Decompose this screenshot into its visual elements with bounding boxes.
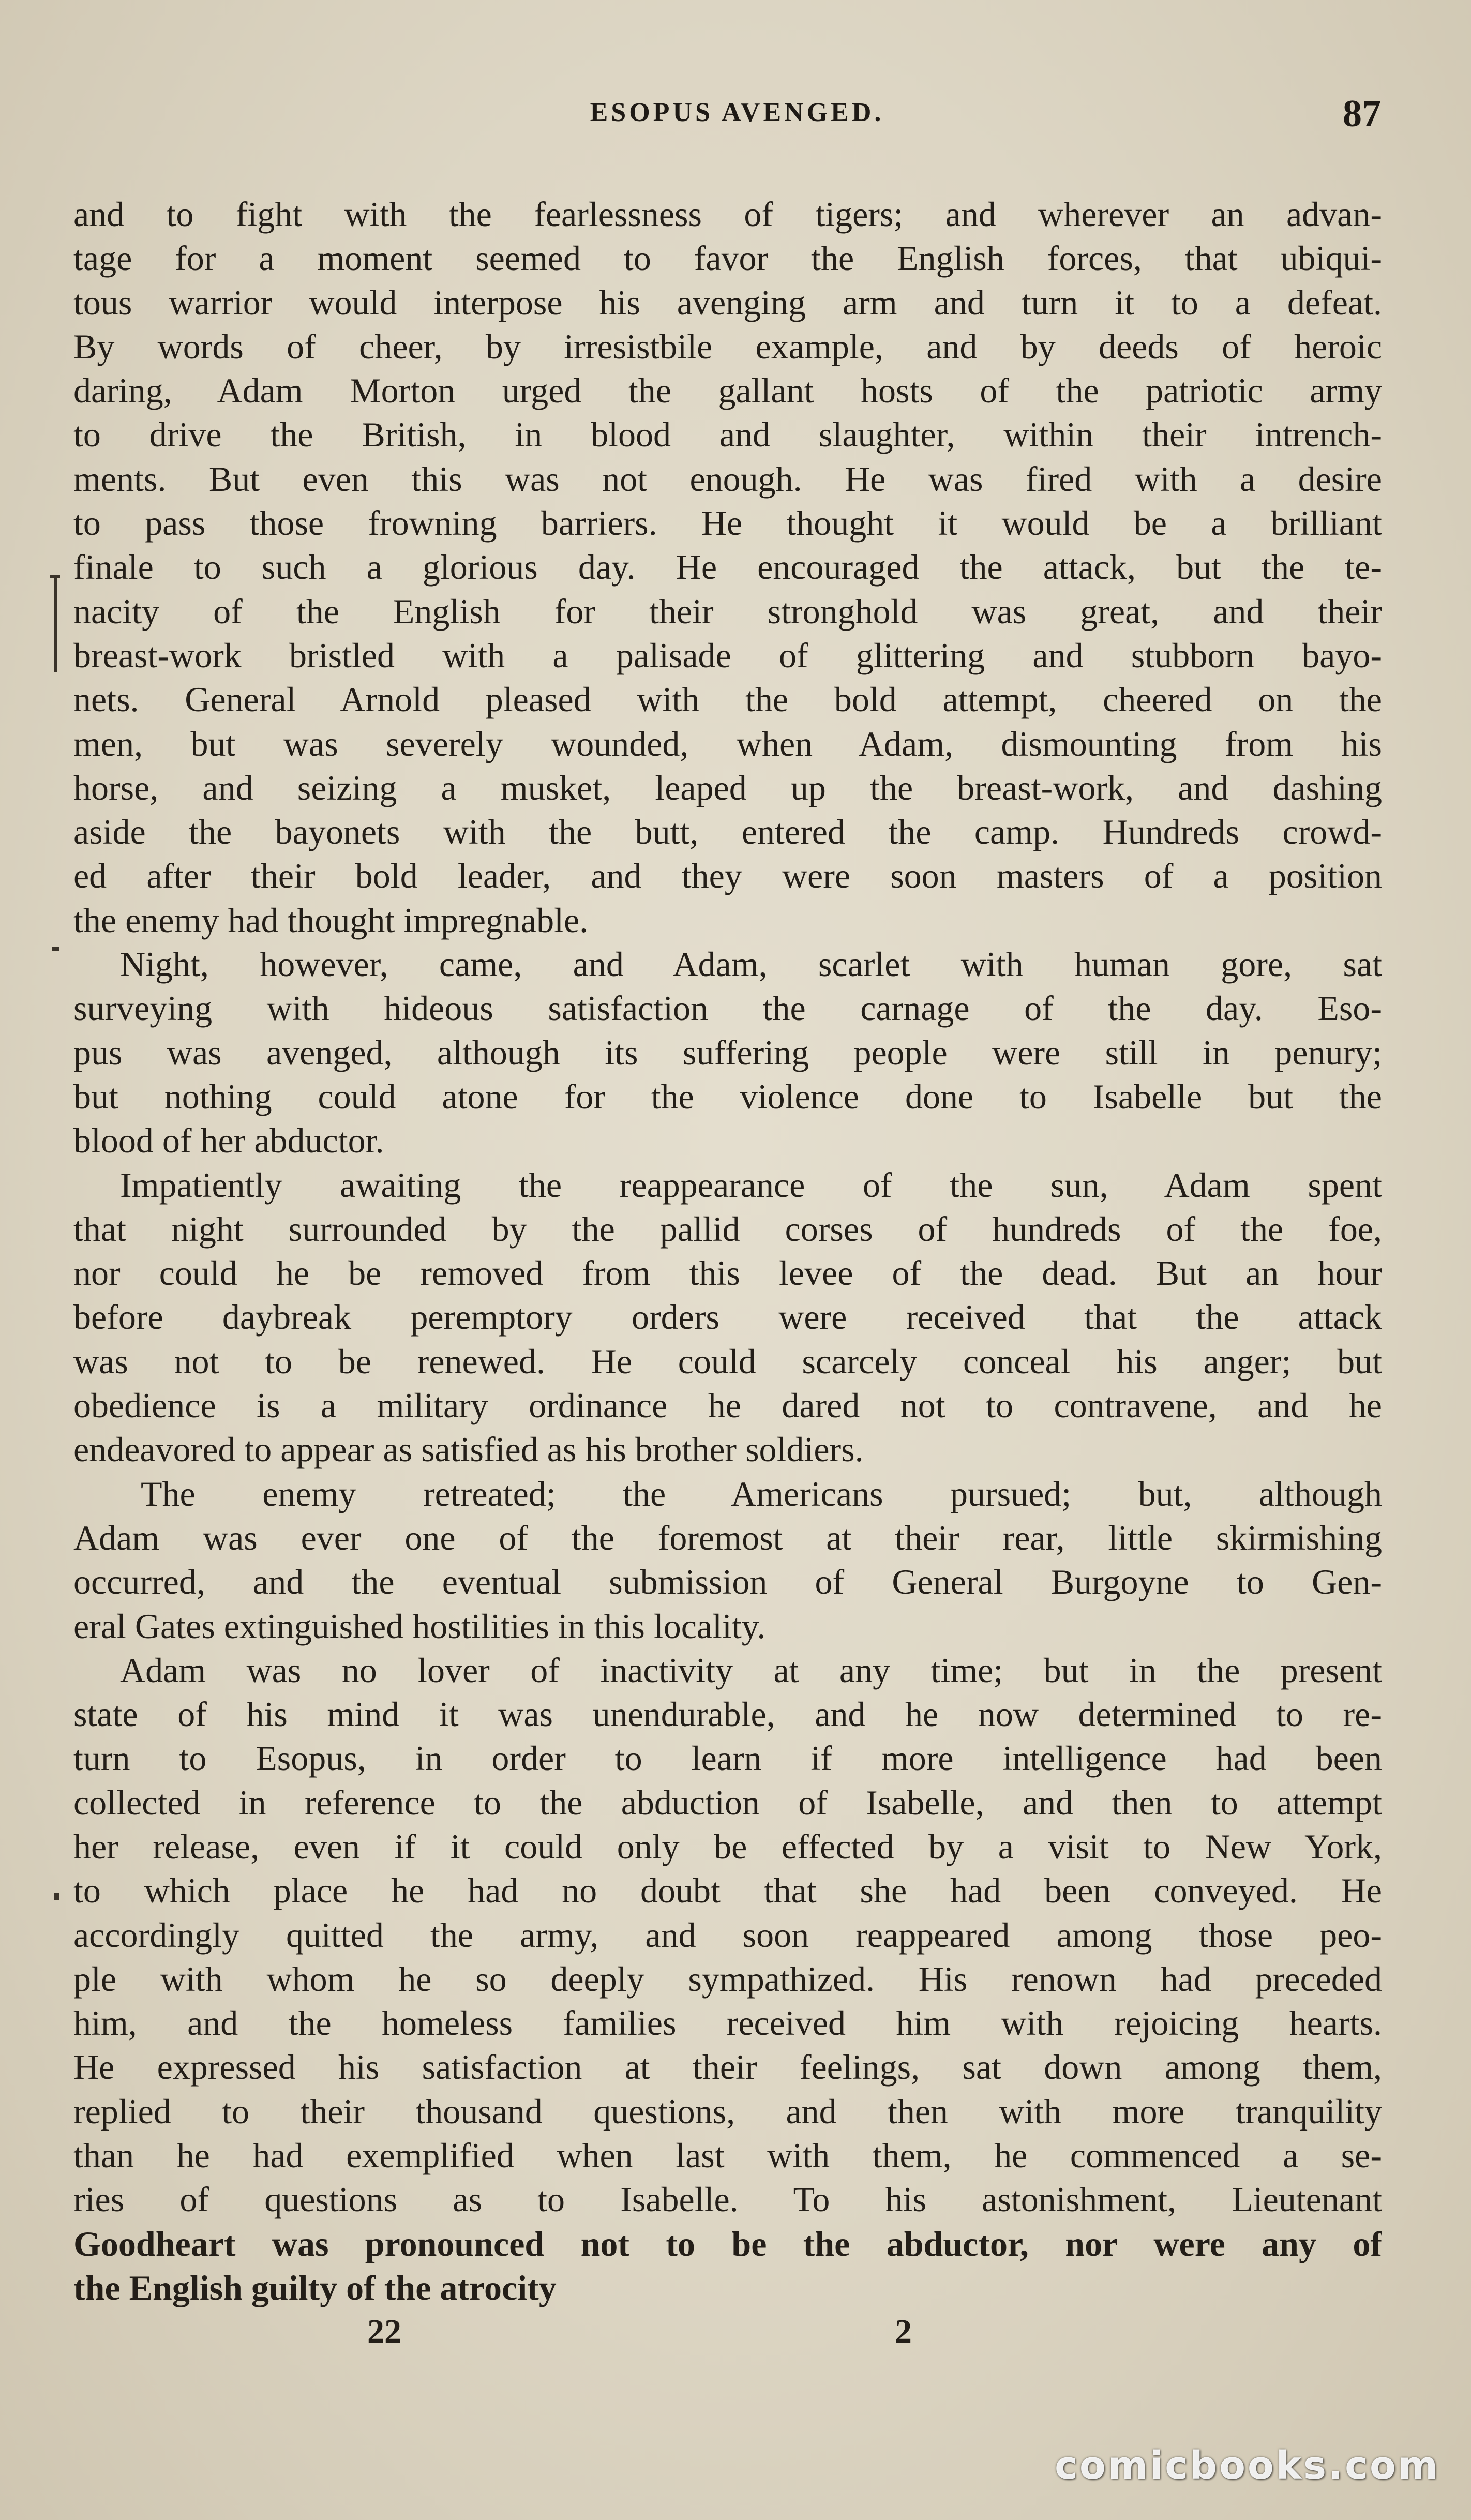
text-line: eral Gates extinguished hostilities in this locality. (73, 1606, 766, 1646)
text-line: but nothing could atone for the violence done to Isabelle but the (73, 1076, 1382, 1116)
paragraph-2 (73, 942, 1382, 1163)
paragraph-4 (73, 1472, 1382, 1648)
text-line: blood of her abductor. (73, 1121, 384, 1161)
text-line: Adam was ever one of the foremost at their rear, little skirmishing (73, 1518, 1382, 1557)
text-line: Impatiently awaiting the reappearance of the sun, Adam spent (120, 1165, 1382, 1205)
text-line: the enemy had thought impregnable. (73, 900, 589, 940)
text-line: obedience is a military ordinance he dared not to contravene, and he (73, 1386, 1382, 1426)
text-line: finale to such a glorious day. He encouraged the attack, but the te- (73, 547, 1382, 587)
text-line: He expressed his satisfaction at their feelings, sat down among them, (73, 2047, 1382, 2087)
text-line: breast-work bristled with a palisade of glittering and stubborn bayo- (73, 635, 1382, 675)
text-line: nor could he be removed from this levee of the dead. But an hour (73, 1253, 1382, 1293)
signature-right: 2 (895, 2313, 912, 2350)
text-line: men, but was severely wounded, when Adam, dismounting from his (73, 724, 1382, 763)
text-line: was not to be renewed. He could scarcely conceal his anger; but (73, 1341, 1382, 1381)
margin-dot-mark (52, 947, 59, 951)
text-line: him, and the homeless families received him with rejoicing hearts. (73, 2003, 1382, 2043)
text-line: nets. General Arnold pleased with the bold attempt, cheered on the (73, 680, 1382, 719)
text-line: tage for a moment seemed to favor the English forces, that ubiqui- (73, 238, 1382, 278)
text-line: before daybreak peremptory orders were received that the attack (73, 1297, 1382, 1337)
text-line: occurred, and the eventual submission of General Burgoyne to Gen- (73, 1562, 1382, 1602)
text-line: turn to Esopus, in order to learn if more intelligence had been (73, 1738, 1382, 1778)
page-header (72, 88, 1402, 150)
text-line: replied to their thousand questions, and then with more tranquility (73, 2091, 1382, 2131)
text-line: Adam was no lover of inactivity at any time; but in the present (120, 1650, 1382, 1690)
margin-tick-mark (50, 575, 60, 578)
text-line: endeavored to appear as satisfied as his brother soldiers. (73, 1430, 864, 1469)
signature-marks (72, 2312, 1402, 2364)
text-line: surveying with hideous satisfaction the carnage of the day. Eso- (73, 988, 1382, 1028)
running-head: ESOPUS AVENGED. (590, 98, 884, 127)
text-line: state of his mind it was unendurable, and he now determined to re- (73, 1694, 1382, 1734)
margin-tick-mark-lower (54, 1893, 59, 1900)
text-line: The enemy retreated; the Americans pursued; but, although (141, 1474, 1382, 1513)
text-line: nacity of the English for their stronghold was great, and their (73, 591, 1382, 631)
page-number: 87 (1343, 93, 1381, 135)
body-text (73, 192, 1382, 2310)
text-line: her release, even if it could only be effected by a visit to New York, (73, 1826, 1382, 1866)
text-line: to drive the British, in blood and slaughter, within their intrench- (73, 415, 1382, 455)
text-line: to pass those frowning barriers. He thought it would be a brilliant (73, 503, 1382, 543)
text-line: daring, Adam Morton urged the gallant hosts of the patriotic army (73, 371, 1382, 411)
text-line: that night surrounded by the pallid corses of hundreds of the foe, (73, 1209, 1382, 1249)
text-line: Goodheart was pronounced not to be the abductor, nor were any of (73, 2224, 1382, 2263)
text-line: pus was avenged, although its suffering people were still in penury; (73, 1032, 1382, 1072)
margin-bracket-mark (54, 575, 57, 672)
signature-left: 22 (367, 2313, 401, 2350)
text-line: ries of questions as to Isabelle. To his astonishment, Lieutenant (73, 2180, 1382, 2219)
text-line: By words of cheer, by irresistbile example, and by deeds of heroic (73, 326, 1382, 366)
text-line: aside the bayonets with the butt, entered the camp. Hundreds crowd- (73, 812, 1382, 852)
text-line: to which place he had no doubt that she had been conveyed. He (73, 1871, 1382, 1911)
paragraph-1 (73, 192, 1382, 942)
text-line: tous warrior would interpose his avenging arm and turn it to a defeat. (73, 282, 1382, 322)
text-line: Night, however, came, and Adam, scarlet with human gore, sat (120, 944, 1382, 984)
paragraph-5 (73, 1648, 1382, 2310)
text-line: than he had exemplified when last with them, he commenced a se- (73, 2136, 1382, 2176)
text-line: collected in reference to the abduction of Isabelle, and then to attempt (73, 1782, 1382, 1822)
text-line: ments. But even this was not enough. He was fired with a desire (73, 459, 1382, 499)
paragraph-3 (73, 1163, 1382, 1472)
watermark: comicbooks.com (1055, 2443, 1440, 2488)
text-line: accordingly quitted the army, and soon reappeared among those peo- (73, 1915, 1382, 1955)
text-line: ple with whom he so deeply sympathized. His renown had preceded (73, 1959, 1382, 1999)
text-line: horse, and seizing a musket, leaped up the breast-work, and dashing (73, 768, 1382, 807)
text-line: the English guilty of the atrocity (73, 2268, 557, 2307)
text-line: and to fight with the fearlessness of tigers; and wherever an advan- (73, 194, 1382, 234)
text-line: ed after their bold leader, and they were soon masters of a position (73, 856, 1382, 896)
